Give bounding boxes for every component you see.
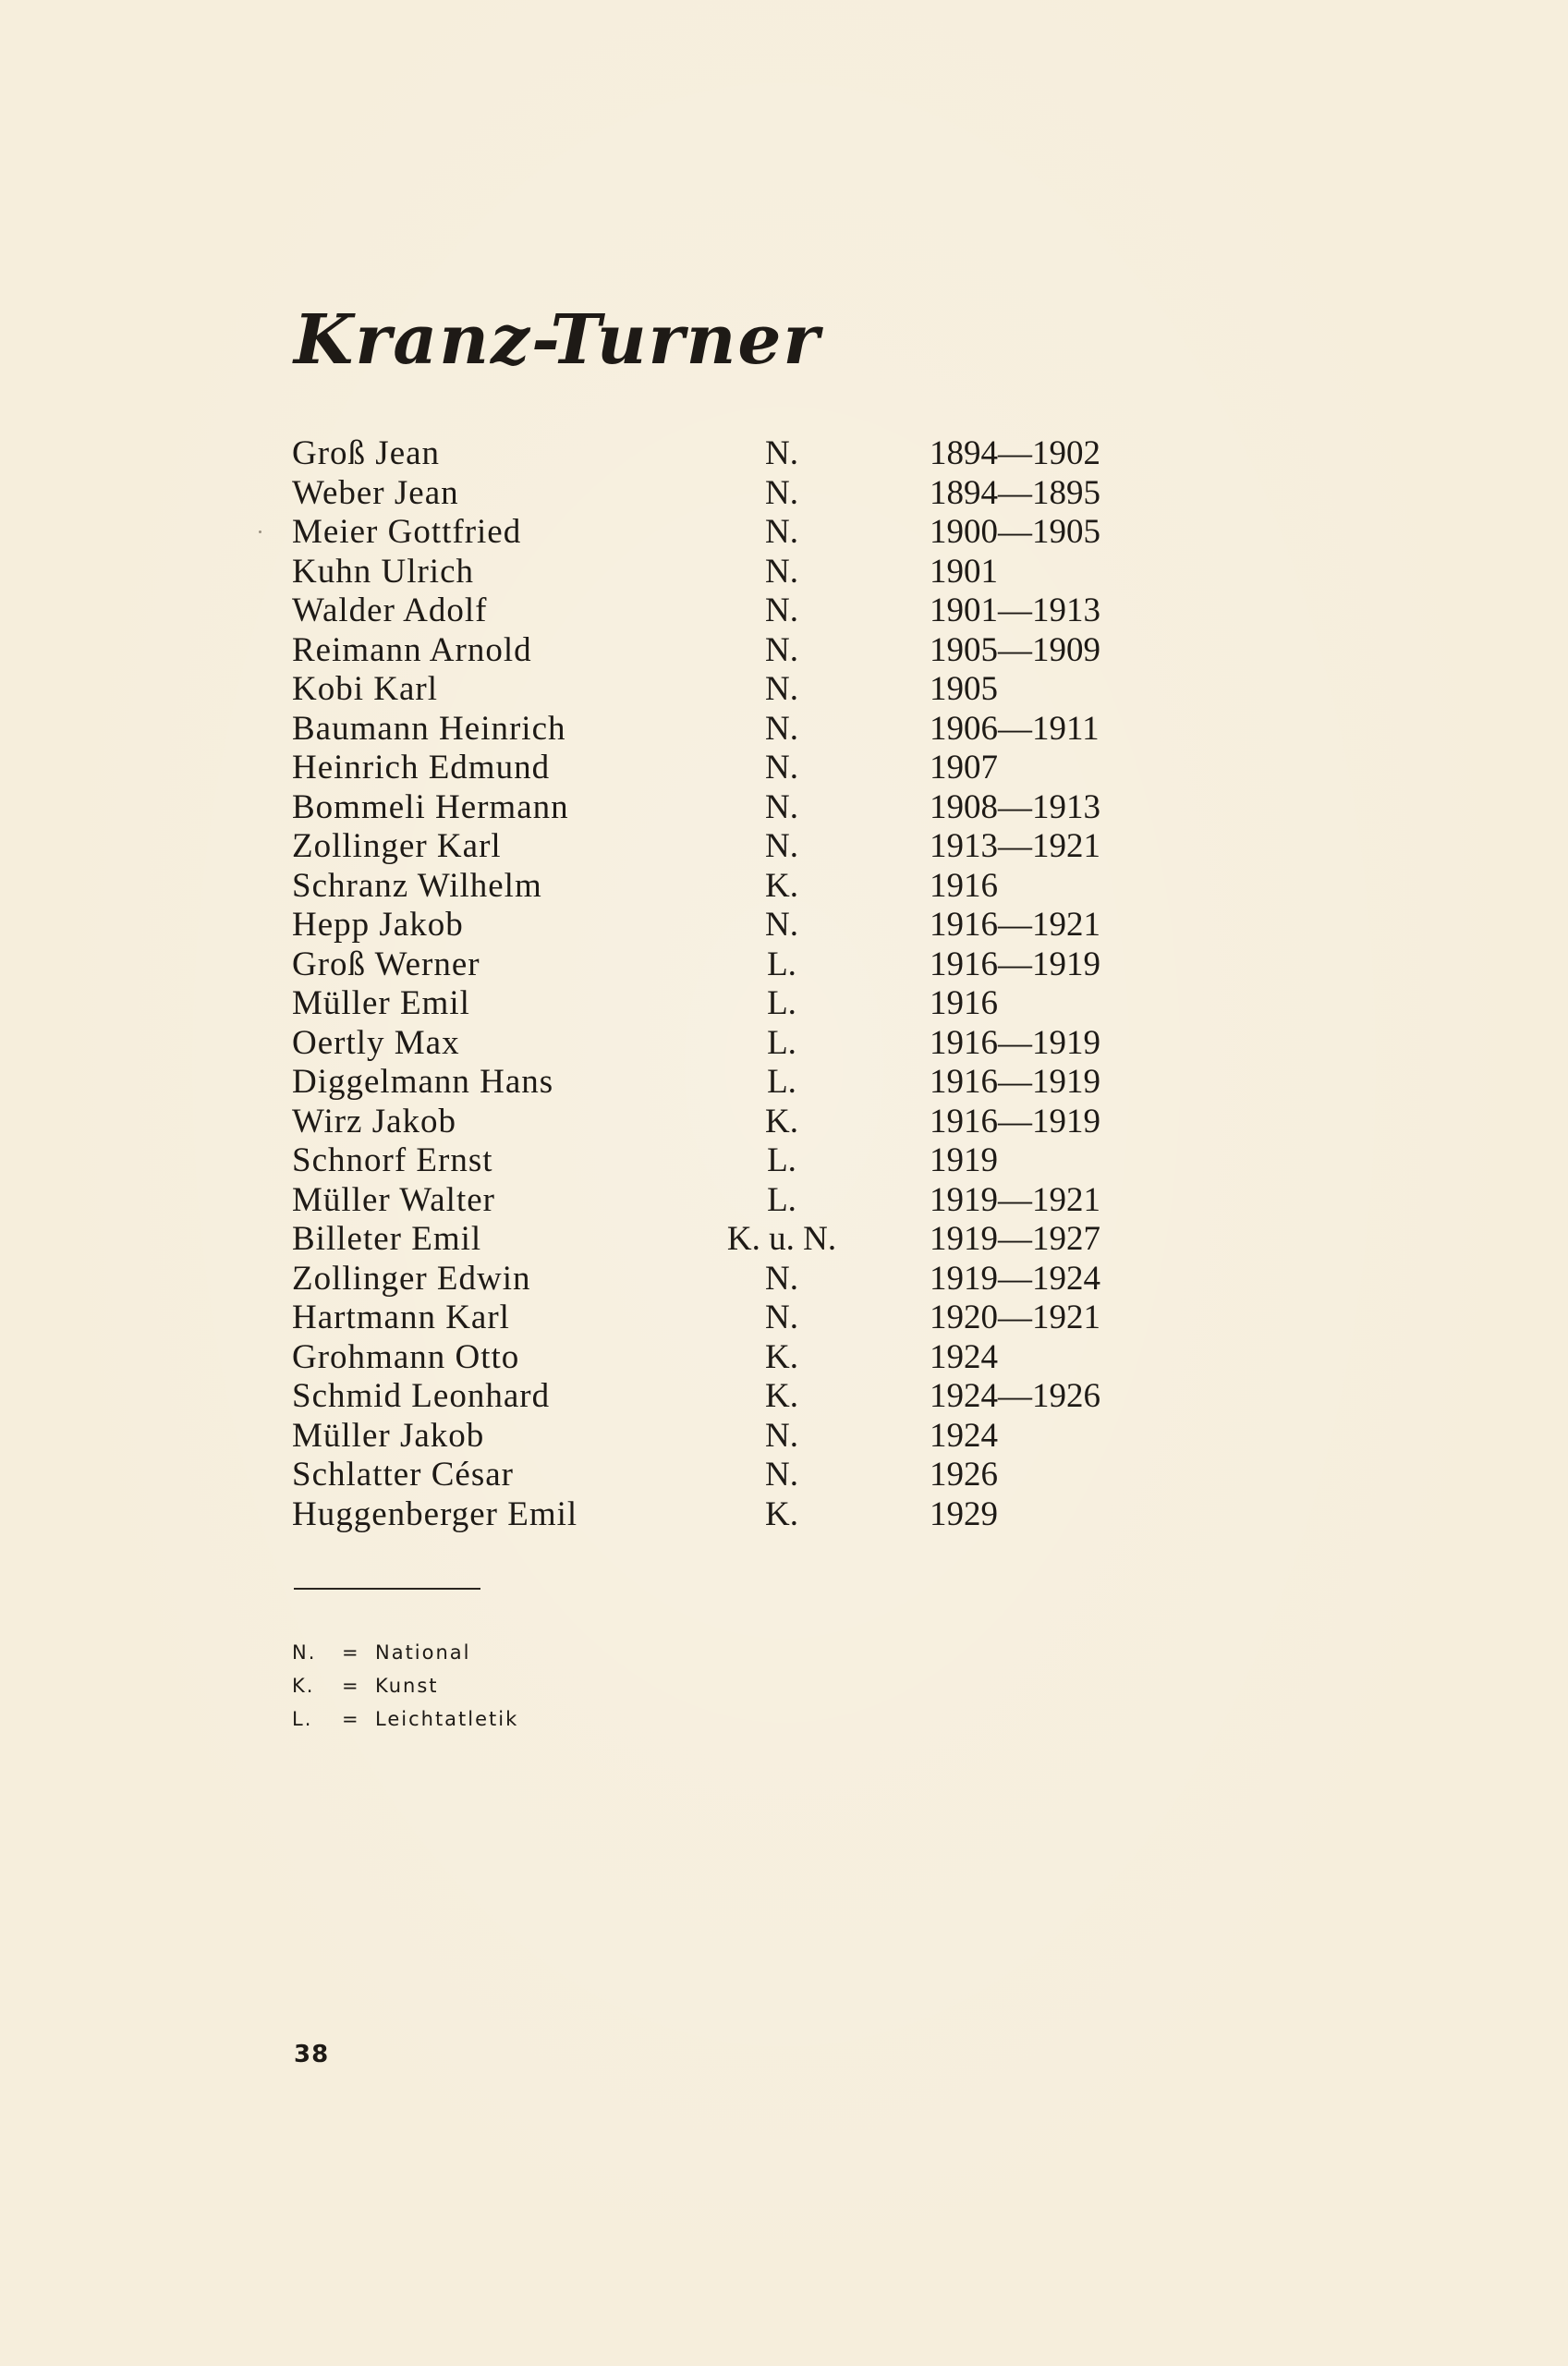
roster-row [292,827,1161,867]
roster-row [292,1141,1161,1181]
member-years: 1919 [930,1141,998,1179]
legend-equals: = [342,1641,360,1664]
member-category: K. [765,1337,798,1376]
member-years: 1916—1919 [930,1063,1100,1101]
member-name: Müller Walter [292,1180,495,1219]
member-years: 1924 [930,1416,998,1455]
member-name: Meier Gottfried [292,513,522,551]
member-name: Wirz Jakob [292,1102,457,1140]
member-name: Diggelmann Hans [292,1063,554,1101]
member-years: 1907 [930,749,998,787]
member-category: N. [765,552,798,591]
roster-row [292,1456,1161,1495]
member-category: N. [765,787,798,826]
member-years: 1919—1921 [930,1180,1100,1219]
roster-row [292,1260,1161,1299]
member-category: N. [765,1259,798,1298]
member-category: N. [765,473,798,512]
member-years: 1901—1913 [930,592,1100,629]
member-name: Groß Werner [292,945,480,983]
roster-row [292,631,1161,671]
roster-row [292,1338,1161,1378]
roster-row [292,553,1161,592]
roster-row [292,592,1161,631]
member-years: 1924 [930,1337,998,1376]
member-category: K. u. N. [726,1220,837,1258]
roster-row [292,906,1161,945]
member-years: 1894—1902 [930,434,1100,472]
roster-row [292,670,1161,710]
member-name: Reimann Arnold [292,630,532,669]
member-category: N. [765,513,798,551]
member-years: 1916 [930,866,998,905]
roster-row [292,1220,1161,1260]
legend-equals: = [342,1675,360,1697]
roster-row [292,434,1161,474]
member-category: N. [765,592,798,629]
legend-abbreviation: L. [292,1708,313,1730]
roster-row [292,1063,1161,1103]
roster-row [292,710,1161,750]
member-name: Schmid Leonhard [292,1377,551,1415]
member-name: Müller Emil [292,984,470,1022]
member-category: K. [765,1102,798,1140]
member-name: Hepp Jakob [292,906,464,944]
legend-abbreviation: K. [292,1675,315,1697]
member-category: L. [767,1023,796,1062]
member-years: 1929 [930,1494,998,1533]
member-name: Kuhn Ulrich [292,552,474,591]
member-years: 1906—1911 [930,709,1100,748]
member-name: Oertly Max [292,1023,460,1062]
member-name: Kobi Karl [292,670,438,708]
page-title: Kranz-Turner [294,299,821,380]
legend-item [292,1702,518,1736]
legend-meaning: National [375,1641,471,1664]
member-years: 1905 [930,670,998,708]
legend-abbreviation: N. [292,1641,317,1664]
member-name: Müller Jakob [292,1416,485,1455]
member-category: L. [767,1063,796,1101]
member-category: L. [767,945,796,983]
member-years: 1905—1909 [930,630,1100,669]
member-category: N. [765,434,798,472]
member-category: K. [765,1377,798,1415]
member-name: Hartmann Karl [292,1299,510,1336]
member-name: Zollinger Edwin [292,1259,531,1298]
legend-item [292,1636,518,1669]
member-category: N. [765,1456,798,1494]
member-years: 1916—1921 [930,906,1100,944]
roster-list [292,434,1161,1534]
roster-row [292,1377,1161,1417]
member-category: L. [767,1141,796,1179]
member-name: Bommeli Hermann [292,787,569,826]
footnote-divider [294,1588,480,1590]
member-years: 1894—1895 [930,473,1100,512]
member-name: Schlatter César [292,1456,514,1494]
member-years: 1926 [930,1456,998,1494]
member-name: Schnorf Ernst [292,1141,493,1179]
member-years: 1901 [930,552,998,591]
member-name: Heinrich Edmund [292,749,551,787]
member-category: K. [765,1494,798,1533]
member-years: 1916—1919 [930,1102,1100,1140]
roster-row [292,749,1161,788]
member-years: 1924—1926 [930,1377,1100,1415]
member-years: 1916 [930,984,998,1022]
legend-meaning: Leichtatletik [375,1708,519,1730]
roster-row [292,1024,1161,1064]
roster-row [292,945,1161,985]
legend-equals: = [342,1708,360,1730]
roster-row [292,513,1161,553]
member-category: L. [767,984,796,1022]
paper-speck [259,531,261,533]
member-category: N. [765,709,798,748]
member-category: N. [765,1299,798,1336]
legend-item [292,1669,518,1702]
roster-row [292,1299,1161,1338]
member-name: Schranz Wilhelm [292,866,542,905]
member-category: N. [765,630,798,669]
member-years: 1919—1924 [930,1259,1100,1298]
roster-row [292,1181,1161,1221]
member-years: 1916—1919 [930,1023,1100,1062]
roster-row [292,1495,1161,1535]
member-category: N. [765,670,798,708]
member-category: N. [765,1416,798,1455]
member-years: 1913—1921 [930,827,1100,865]
roster-row [292,788,1161,828]
member-name: Walder Adolf [292,592,488,629]
member-category: N. [765,749,798,787]
member-years: 1916—1919 [930,945,1100,983]
member-name: Grohmann Otto [292,1337,520,1376]
legend-list [292,1636,518,1736]
member-name: Billeter Emil [292,1220,482,1258]
member-name: Weber Jean [292,473,459,512]
page-number: 38 [294,2041,330,2068]
roster-row [292,1417,1161,1457]
member-years: 1900—1905 [930,513,1100,551]
roster-row [292,867,1161,907]
member-category: L. [767,1180,796,1219]
member-category: N. [765,906,798,944]
member-name: Zollinger Karl [292,827,502,865]
member-years: 1920—1921 [930,1299,1100,1336]
legend-meaning: Kunst [375,1675,439,1697]
roster-row [292,1103,1161,1142]
member-category: N. [765,827,798,865]
member-name: Baumann Heinrich [292,709,566,748]
roster-row [292,984,1161,1024]
member-name: Huggenberger Emil [292,1494,578,1533]
member-name: Groß Jean [292,434,441,472]
roster-row [292,474,1161,514]
member-category: K. [765,866,798,905]
member-years: 1908—1913 [930,787,1100,826]
member-years: 1919—1927 [930,1220,1100,1258]
